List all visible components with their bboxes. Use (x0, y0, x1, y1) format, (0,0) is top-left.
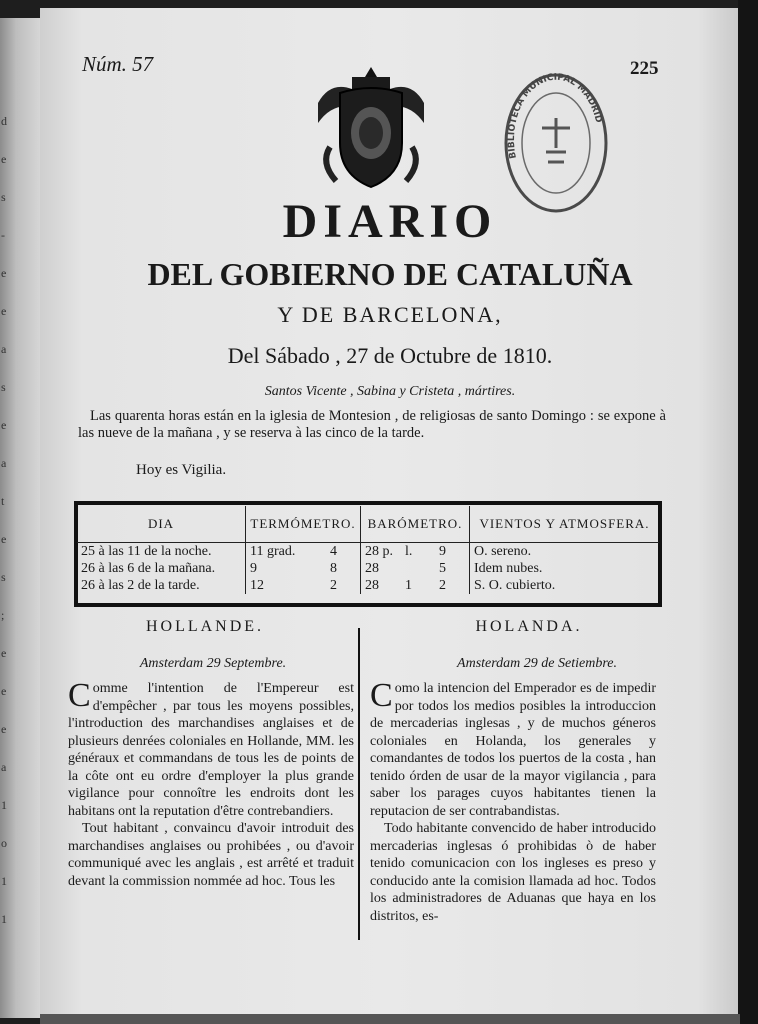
weather-wind-cell: Idem nubes. (474, 561, 543, 576)
facing-page-fragment: e (1, 304, 7, 318)
right-column-body (370, 677, 656, 925)
facing-page-fragment: s (1, 190, 6, 204)
announcement-paragraph: Las quarenta horas están en la iglesia de Montesion , de religiosas de santo Domingo : se expone à las nueve de la mañana , y se reserva à las cinco de la tarde. (78, 408, 666, 441)
header-termometro: TERMÓMETRO. (246, 506, 361, 543)
facing-page-fragment: t (1, 494, 5, 508)
facing-page-fragment: e (1, 152, 7, 166)
facing-page-fragment: e (1, 646, 7, 660)
left-paragraph-2: Tout habitant , convaincu d'avoir introduit des marchandises anglaises ou prohibées , ou d'avoir communiqué avec les anglais , est arrêté et traduit devant la commission nommée ad hoc. Tous les (68, 821, 354, 889)
facing-page-fragment: a (1, 456, 7, 470)
weather-day-cell: 26 à las 2 de la tarde. (77, 577, 246, 594)
vigil-note: Hoy es Vigilia. (136, 462, 227, 478)
baro-fraction: 2 (439, 578, 446, 593)
right-column-heading: HOLANDA. (475, 618, 583, 635)
page-bottom-shadow (40, 1014, 740, 1024)
weather-row (77, 560, 659, 577)
left-column-dateline: Amsterdam 29 Septembre. (139, 656, 287, 671)
baro-fraction: 5 (439, 561, 446, 576)
masthead-title: DIARIO (282, 195, 498, 248)
facing-page-fragment: o (1, 836, 7, 850)
book-edge (738, 0, 758, 1024)
facing-page-fragment: - (1, 228, 5, 242)
thermo-value: 11 grad. (250, 544, 296, 559)
saints-of-day: Santos Vicente , Sabina y Cristeta , mártires. (264, 384, 516, 399)
baro-fraction: 9 (439, 544, 446, 559)
facing-page-fragment: 1 (1, 912, 7, 926)
baro-lines: l. (405, 544, 413, 559)
header-barometro: BARÓMETRO. (361, 506, 470, 543)
header-vientos: VIENTOS Y ATMOSFERA. (470, 506, 660, 543)
baro-lines: 1 (405, 578, 412, 593)
facing-page-fragment: a (1, 760, 7, 774)
baro-value: 28 (365, 561, 379, 576)
right-column-dateline: Amsterdam 29 de Setiembre. (457, 656, 617, 671)
thermo-fraction: 2 (330, 578, 337, 593)
facing-page-fragment: e (1, 684, 7, 698)
weather-thermometer-cell (246, 543, 361, 561)
thermo-fraction: 4 (330, 544, 337, 559)
weather-row (77, 543, 659, 561)
facing-page-fragment: e (1, 266, 7, 280)
right-paragraph-1: omo la intencion del Emperador es de impedir por todos los medios posibles la introduccion de mercaderias inglesas , y de muchos géneros coloniales en Holanda, los generales y comandantes de todos los puertos de la costa , han tenido órden de usar de la mayor vigilancia , para saber los parages cuyos habitantes tienen la reputacion de ser contrabandistas. (370, 681, 656, 819)
left-column-heading: HOLLANDE. (145, 618, 265, 635)
issue-number: Núm. 57 (82, 52, 154, 76)
facing-page-fragment: 1 (1, 798, 7, 812)
facing-page-edge (0, 18, 40, 1018)
weather-row (77, 577, 659, 594)
facing-page-fragment: e (1, 418, 7, 432)
left-paragraph-1: omme l'intention de l'Empereur est d'empêcher , par tous les moyens possibles, l'introduction des marchandises anglaises et de plusieurs denrées coloniales en Hollande, MM. les généraux et commandans de tous les de points de la côte ont eu ordre d'employer la plus grande vigilance pour connoître les endroits dont les habitans ont la reputation d'être contrebandiers. (68, 681, 354, 819)
facing-page-fragment: ; (1, 608, 5, 622)
thermo-value: 12 (250, 578, 264, 593)
facing-page-fragment: s (1, 570, 6, 584)
left-dropcap: C (68, 677, 91, 714)
facing-page-fragment: 1 (1, 874, 7, 888)
weather-thermometer-cell (246, 577, 361, 594)
facing-page-fragment: s (1, 380, 6, 394)
weather-day-cell: 26 à las 6 de la mañana. (77, 560, 246, 577)
facing-page-fragment: a (1, 342, 7, 356)
facing-page-fragment: e (1, 532, 7, 546)
weather-barometer-cell (361, 577, 470, 594)
masthead-subtitle: DEL GOBIERNO DE CATALUÑA (147, 256, 633, 292)
thermo-value: 9 (250, 561, 257, 576)
left-column-body (68, 677, 354, 890)
masthead-city: Y DE BARCELONA, (277, 302, 503, 327)
weather-wind-cell: O. sereno. (474, 544, 532, 559)
thermo-fraction: 8 (330, 561, 337, 576)
page-number: 225 (630, 58, 659, 79)
weather-wind-cell: S. O. cubierto. (474, 578, 556, 593)
column-divider (358, 628, 360, 940)
weather-barometer-cell (361, 560, 470, 577)
stamp-text: BIBLIOTECA MUNICIPAL MADRID (506, 72, 604, 160)
weather-barometer-cell (361, 543, 470, 561)
facing-page-fragment: d (1, 114, 7, 128)
baro-value: 28 (365, 578, 379, 593)
baro-value: 28 p. (365, 544, 393, 559)
newspaper-page (40, 8, 740, 1018)
right-dropcap: C (370, 677, 393, 714)
right-paragraph-2: Todo habitante convencido de haber introducido mercaderias inglesas ó prohibidas ò de haber tenido comunicacion con los ingleses es preso y conducido ante la comision llamada ad hoc. Todos los administradores de Aduanas que haya en los distritos, es- (370, 821, 656, 924)
royal-crest-icon (310, 63, 432, 193)
facing-page-fragment: e (1, 722, 7, 736)
weather-thermometer-cell (246, 560, 361, 577)
weather-table (74, 501, 662, 607)
issue-date: Del Sábado , 27 de Octubre de 1810. (227, 343, 553, 368)
weather-day-cell: 25 à las 11 de la noche. (77, 543, 246, 561)
header-dia: DIA (77, 506, 246, 543)
